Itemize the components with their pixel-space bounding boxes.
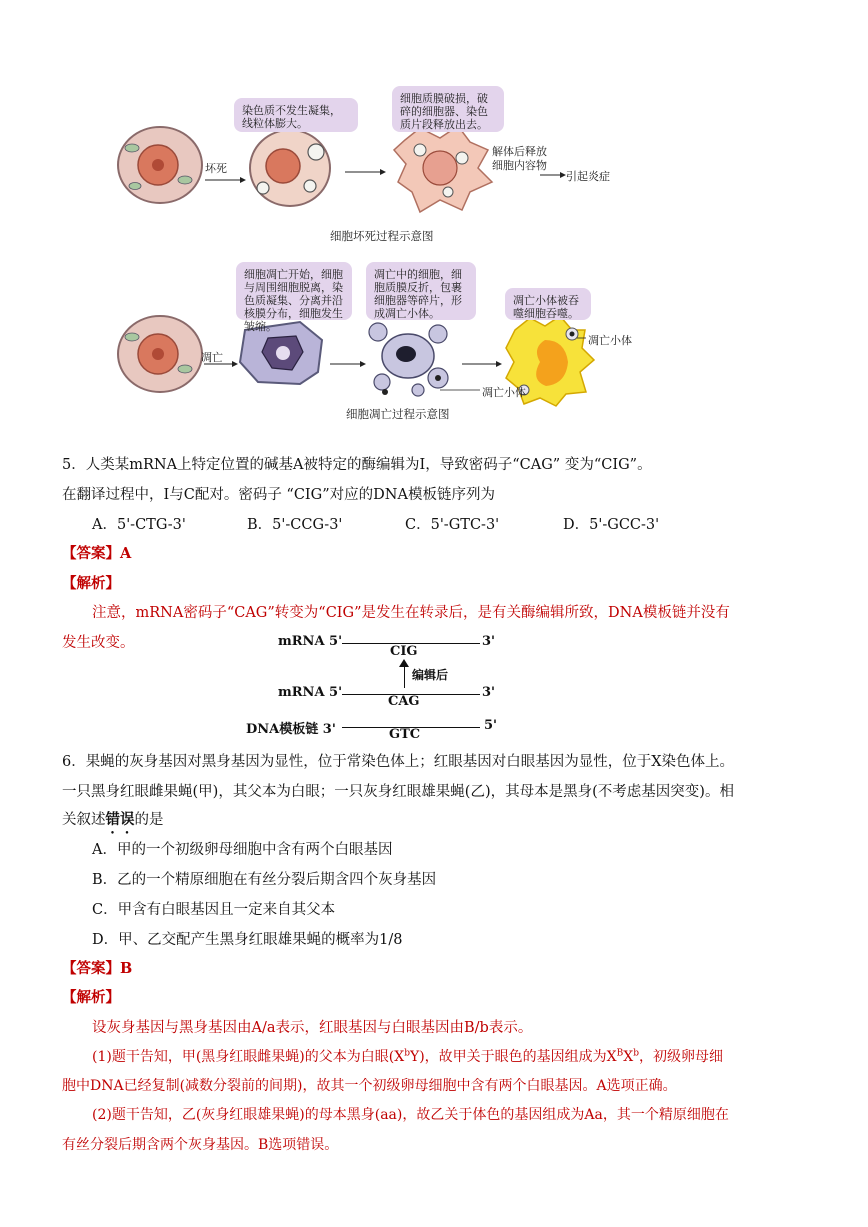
q6-stem-2: 一只黑身红眼雌果蝇(甲)，其父本为白眼；一只灰身红眼雄果蝇(乙)，其母本是黑身(不考虑基因突变)。相 (62, 784, 734, 800)
q6-analysis-2a: (1)题干告知，甲(黑身红眼雌果蝇)的父本为白眼(X (92, 1049, 405, 1065)
normal-cell-1 (118, 127, 202, 203)
codon-original: CAG (388, 694, 420, 709)
q5-stem-1: 5．人类某mRNA上特定位置的碱基A被特定的酶编辑为I，导致密码子“CAG” 变为“CIG”。 (62, 457, 652, 473)
inflammation-label: 引起炎症 (566, 170, 610, 183)
mrna-row1-end: 3' (482, 634, 496, 649)
apoptotic-body-label-bottom: 凋亡小体 (482, 386, 526, 399)
template-codon: GTC (389, 727, 421, 742)
q6-stem-3 (62, 808, 164, 837)
necrosis-arrow-label: 坏死 (205, 162, 227, 175)
q5-analysis-tag: 【解析】 (62, 575, 120, 592)
q6-analysis-2c: X (623, 1049, 634, 1065)
q6-stem-3-pre: 关叙述 (62, 812, 106, 828)
q5-option-d: D．5'-GCC-3' (563, 517, 660, 533)
edit-arrow-head (399, 659, 409, 667)
q6-analysis-2 (92, 1046, 723, 1066)
sup-B: B (616, 1048, 624, 1059)
apoptotic-bodies (369, 323, 448, 396)
mrna-row1-label: mRNA 5' (278, 634, 343, 649)
mrna-row2-end: 3' (482, 685, 496, 700)
q6-option-c: C．甲含有白眼基因且一定来自其父本 (92, 902, 336, 918)
necrosis-bubble-2: 细胞质膜破损，破碎的细胞器、染色质片段释放出去。 (392, 86, 504, 132)
q5-option-c: C．5'-GTC-3' (405, 517, 500, 533)
q6-stem-1: 6．果蝇的灰身基因对黑身基因为显性，位于常染色体上；红眼基因对白眼基因为显性，位于X染色体上。 (62, 754, 735, 770)
ruptured-cell (394, 126, 492, 212)
dna-row-end: 5' (484, 718, 498, 733)
q6-stem-3-post: 的是 (134, 812, 164, 828)
apoptosis-bubble-2: 凋亡中的细胞，细胞质膜反折，包裹细胞器等碎片，形成凋亡小体。 (366, 262, 476, 320)
swollen-cell (250, 130, 330, 206)
q5-stem-2: 在翻译过程中，I与C配对。密码子 “CIG”对应的DNA模板链序列为 (62, 487, 495, 503)
q6-option-d: D．甲、乙交配产生黑身红眼雄果蝇的概率为1/8 (92, 932, 403, 948)
release-label: 解体后释放细胞内容物 (492, 145, 547, 172)
q6-analysis-3: 胞中DNA已经复制(减数分裂前的间期)，故其一个初级卵母细胞中含有两个白眼基因。A选项正确。 (62, 1078, 677, 1094)
apoptosis-caption: 细胞凋亡过程示意图 (346, 407, 450, 421)
q5-option-a: A．5'-CTG-3' (92, 517, 186, 533)
q6-analysis-2d: ，初级卵母细 (638, 1049, 723, 1065)
q6-option-b: B．乙的一个精原细胞在有丝分裂后期含四个灰身基因 (92, 872, 437, 888)
q5-analysis-2: 发生改变。 (62, 635, 135, 651)
q5-option-b: B．5'-CCG-3' (247, 517, 343, 533)
q5-analysis-1: 注意，mRNA密码子“CAG”转变为“CIG”是发生在转录后，是有关酶编辑所致，DNA模板链并没有 (92, 605, 730, 621)
q5-answer: 【答案】A (62, 545, 132, 562)
apoptosis-arrow-label: 凋亡 (201, 351, 223, 364)
q6-stem-3-emph: 错误 (105, 811, 135, 828)
necrosis-caption: 细胞坏死过程示意图 (330, 229, 434, 243)
apoptotic-body-label-right: 凋亡小体 (588, 334, 632, 347)
q6-analysis-1: 设灰身基因与黑身基因由A/a表示，红眼基因与白眼基因由B/b表示。 (92, 1020, 533, 1036)
cell-figures (0, 0, 868, 430)
codon-edited: CIG (390, 644, 418, 659)
sup-b-1: b (404, 1048, 410, 1059)
q6-option-a: A．甲的一个初级卵母细胞中含有两个白眼基因 (92, 842, 393, 858)
q6-analysis-tag: 【解析】 (62, 989, 120, 1006)
q6-analysis-4: (2)题干告知，乙(灰身红眼雄果蝇)的母本黑身(aa)，故乙关于体色的基因组成为Aa，其一个精原细胞在 (92, 1107, 729, 1123)
edit-arrow (404, 664, 405, 688)
sup-b-2: b (633, 1048, 639, 1059)
q6-analysis-2b: Y)，故甲关于眼色的基因组成为X (409, 1049, 617, 1065)
dna-row-label: DNA模板链 3' (246, 722, 336, 737)
q6-answer: 【答案】B (62, 960, 133, 977)
mrna-row2-label: mRNA 5' (278, 685, 343, 700)
q6-analysis-5: 有丝分裂后期含两个灰身基因。B选项错误。 (62, 1137, 339, 1153)
mrna-diagram (240, 630, 520, 740)
apoptosis-bubble-1: 细胞凋亡开始，细胞与周围细胞脱离，染色质凝集、分离并沿核膜分布，细胞发生皱缩。 (236, 262, 352, 320)
necrosis-bubble-1: 染色质不发生凝集，线粒体膨大。 (234, 98, 358, 132)
apoptosis-bubble-3: 凋亡小体被吞噬细胞吞噬。 (505, 288, 591, 320)
normal-cell-2 (118, 316, 202, 392)
edit-label: 编辑后 (412, 668, 449, 682)
